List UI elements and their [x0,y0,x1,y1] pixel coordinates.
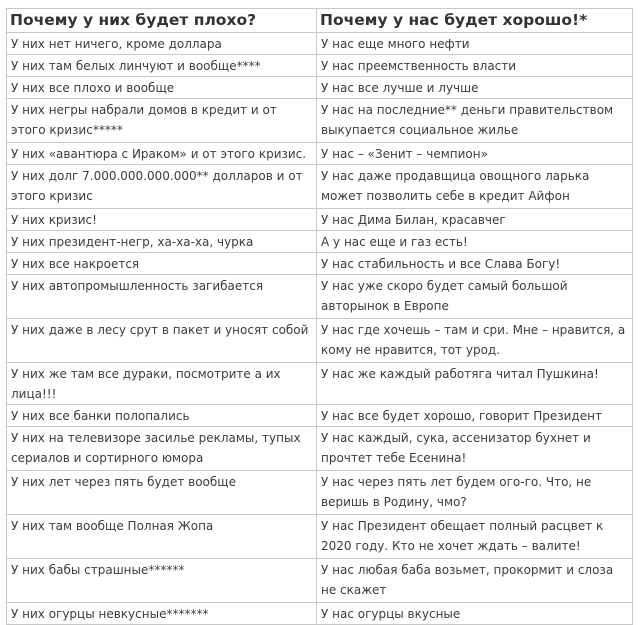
cell-us: У нас еще много нефти [317,33,633,55]
cell-us: У нас же каждый работяга читал Пушкина! [317,363,633,405]
table-row [7,471,633,515]
table-row [7,275,633,319]
cell-us: У нас Президент обещает полный расцвет к 2020 году. Кто не хочет ждать – валите! [317,515,633,559]
cell-them: У них президент-негр, ха-ха-ха, чурка [7,231,317,253]
table-row [7,99,633,143]
cell-us: У нас любая баба возьмет, прокормит и слоза не скажет [317,559,633,603]
cell-them: У них лет через пять будет вообще [7,471,317,515]
table-row [7,209,633,231]
table-body [7,33,633,625]
table-row [7,515,633,559]
table-row [7,77,633,99]
cell-them: У них негры набрали домов в кредит и от этого кризис***** [7,99,317,143]
table-row [7,427,633,471]
table-row [7,143,633,165]
table-row [7,559,633,603]
cell-them: У них даже в лесу срут в пакет и уносят собой [7,319,317,363]
cell-them: У них огурцы невкусные******* [7,603,317,625]
cell-us: У нас преемственность власти [317,55,633,77]
comparison-table [6,8,633,625]
cell-them: У них все плохо и вообще [7,77,317,99]
cell-them: У них кризис! [7,209,317,231]
cell-us: У нас Дима Билан, красавчег [317,209,633,231]
cell-us: У нас – «Зенит – чемпион» [317,143,633,165]
header-us: Почему у нас будет хорошо!* [317,9,633,33]
cell-us: У нас все лучше и лучше [317,77,633,99]
cell-them: У них все банки полопались [7,405,317,427]
table-row [7,55,633,77]
cell-us: У нас каждый, сука, ассенизатор бухнет и прочтет тебе Есенина! [317,427,633,471]
cell-us: У нас все будет хорошо, говорит Президент [317,405,633,427]
cell-us: У нас стабильность и все Слава Богу! [317,253,633,275]
cell-us: У нас огурцы вкусные [317,603,633,625]
table-row [7,405,633,427]
cell-us: А у нас еще и газ есть! [317,231,633,253]
cell-them: У них там вообще Полная Жопа [7,515,317,559]
comparison-sheet [6,8,632,625]
table-row [7,165,633,209]
cell-us: У нас на последние** деньги правительством выкупается социальное жилье [317,99,633,143]
cell-them: У них бабы страшные****** [7,559,317,603]
cell-them: У них на телевизоре засилье рекламы, тупых сериалов и сортирного юмора [7,427,317,471]
cell-us: У нас где хочешь – там и сри. Мне – нравится, а кому не нравится, тот урод. [317,319,633,363]
cell-them: У них же там все дураки, посмотрите а их лица!!! [7,363,317,405]
cell-us: У нас уже скоро будет самый большой авторынок в Европе [317,275,633,319]
table-row [7,319,633,363]
header-them: Почему у них будет плохо? [7,9,317,33]
cell-them: У них нет ничего, кроме доллара [7,33,317,55]
header-row [7,9,633,33]
table-row [7,603,633,625]
table-row [7,363,633,405]
cell-them: У них долг 7.000.000.000.000** долларов и от этого кризис [7,165,317,209]
cell-them: У них там белых линчуют и вообще**** [7,55,317,77]
table-row [7,231,633,253]
cell-them: У них автопромышленность загибается [7,275,317,319]
cell-us: У нас через пять лет будем ого-го. Что, не веришь в Родину, чмо? [317,471,633,515]
cell-them: У них все накроется [7,253,317,275]
table-row [7,33,633,55]
table-row [7,253,633,275]
cell-them: У них «авантюра с Ираком» и от этого кризис. [7,143,317,165]
cell-us: У нас даже продавщица овощного ларька может позволить себе в кредит Айфон [317,165,633,209]
